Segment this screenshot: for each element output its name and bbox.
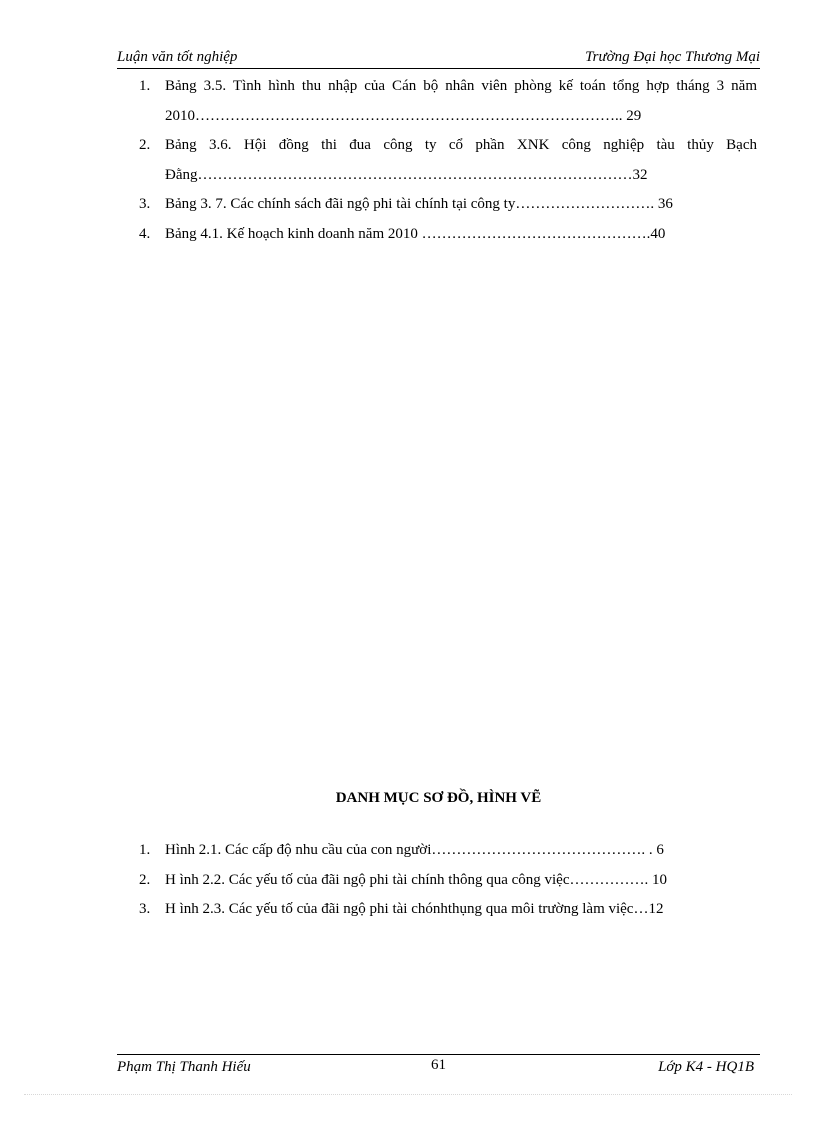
header-thesis-label: Luận văn tốt nghiệp — [117, 49, 238, 65]
figures-list — [117, 836, 757, 925]
header-university-label: Trường Đại học Thương Mại — [585, 49, 760, 65]
list-item-text: H ình 2.3. Các yếu tố của đãi ngộ phi tài chónhthụng qua môi trường làm việc…12 — [165, 901, 664, 917]
list-item-text: H ình 2.2. Các yếu tố của đãi ngộ phi tài chính thông qua công việc……………. 10 — [165, 871, 667, 888]
list-item-number: 2. — [139, 137, 151, 153]
list-item — [117, 866, 757, 896]
list-item-text: Hình 2.1. Các cấp độ nhu cầu của con người……………………………………. . 6 — [165, 842, 664, 858]
list-item-text: Bảng 3.6. Hội đồng thi đua công ty cổ phần XNK công nghiệp tàu thủy Bạch Đằng……………………………………………………………………………32 — [165, 137, 757, 183]
list-item-number: 4. — [139, 225, 151, 242]
list-item — [117, 190, 757, 220]
list-item — [117, 72, 757, 131]
figures-heading: DANH MỤC SƠ ĐỒ, HÌNH VẼ — [335, 790, 542, 806]
list-item-text: Bảng 3. 7. Các chính sách đãi ngộ phi tài chính tại công ty………………………. 36 — [165, 196, 673, 212]
list-item — [117, 220, 757, 250]
list-item-text: Bảng 3.5. Tình hình thu nhập của Cán bộ nhân viên phòng kế toán tổng hợp tháng 3 năm 2010………………………………………………………………………….. 29 — [165, 78, 757, 124]
list-item — [117, 131, 757, 190]
tables-list — [117, 72, 757, 249]
page-header — [117, 46, 760, 69]
list-item-number: 1. — [139, 78, 151, 94]
list-item-number: 1. — [139, 842, 151, 858]
page-number: 61 — [431, 1057, 446, 1073]
page-footer — [117, 1054, 760, 1079]
list-item-number: 2. — [139, 871, 151, 888]
list-item-number: 3. — [139, 196, 151, 212]
list-item-number: 3. — [139, 901, 151, 917]
footer-author: Phạm Thị Thanh Hiếu — [117, 1059, 251, 1075]
list-item-text: Bảng 4.1. Kế hoạch kinh doanh năm 2010 ……………………………………….40 — [165, 225, 666, 242]
list-item — [117, 836, 757, 866]
footer-class-label: Lớp K4 - HQ1B — [658, 1059, 754, 1075]
page-bottom-edge — [24, 1094, 792, 1095]
list-item — [117, 895, 757, 925]
